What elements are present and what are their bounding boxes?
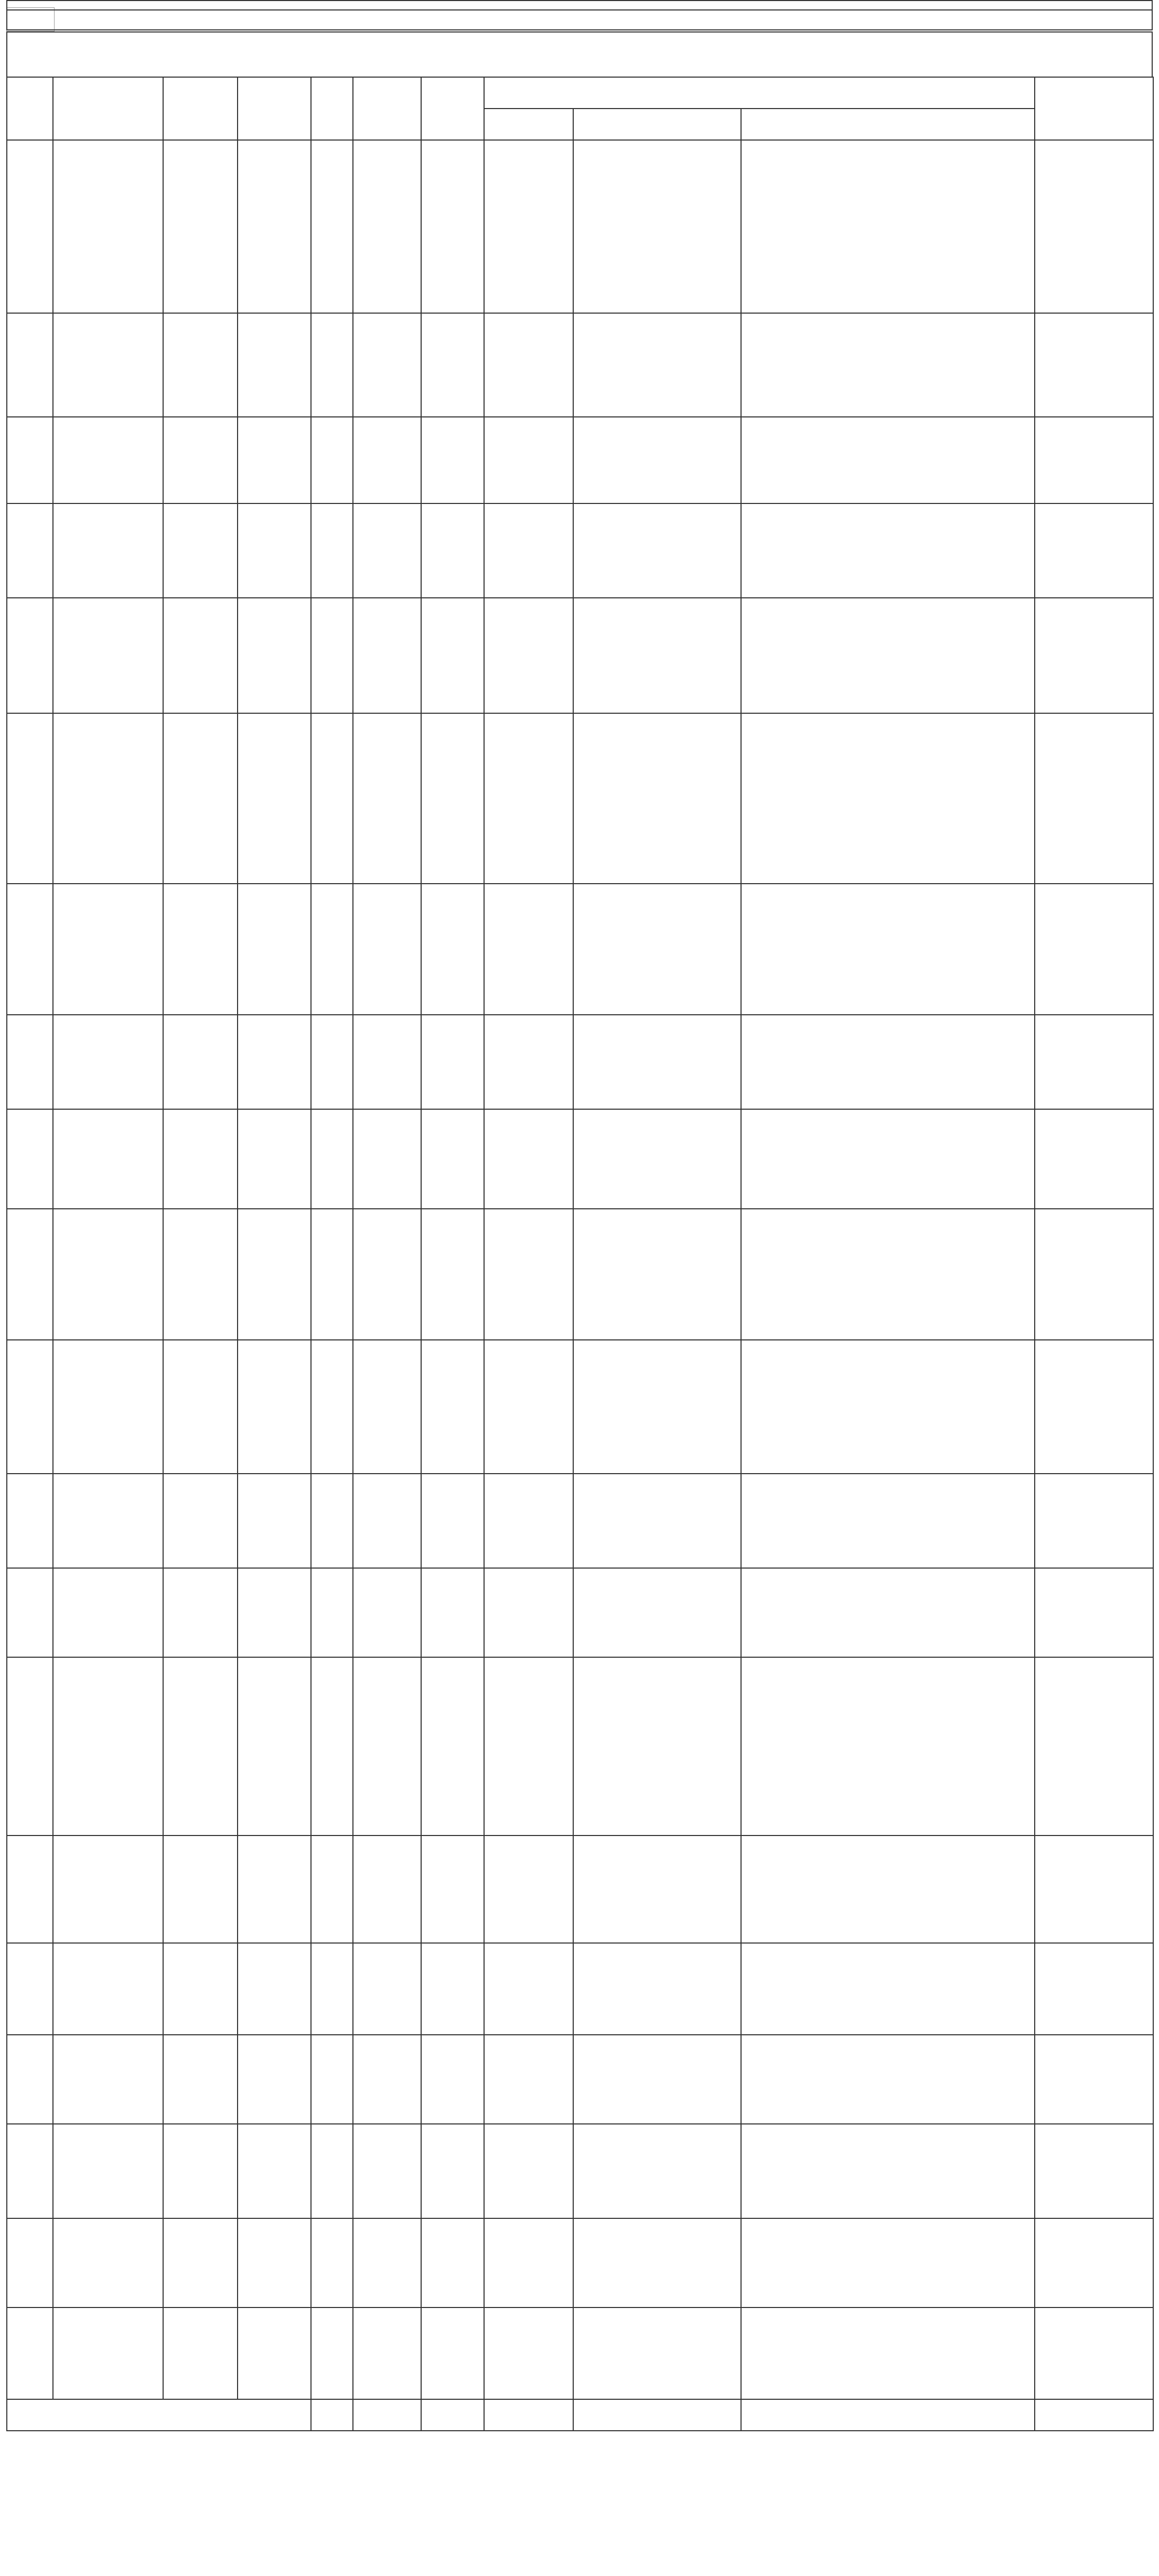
- cell-degree: [484, 2218, 573, 2307]
- cell-scope: [353, 2124, 421, 2218]
- cell-funding: [163, 1943, 238, 2035]
- cell-count: [311, 1568, 353, 1657]
- table-row: [7, 140, 1153, 313]
- cell-position: [238, 313, 311, 417]
- cell-degree: [484, 1943, 573, 2035]
- table-row: [7, 1568, 1153, 1657]
- cell-scope: [353, 1340, 421, 1474]
- table-row: [7, 1109, 1153, 1209]
- cell-position: [238, 2035, 311, 2124]
- cell-unit: [53, 1836, 163, 1943]
- cell-method: [421, 2218, 484, 2307]
- cell-funding: [163, 503, 238, 598]
- cell-remarks: [1035, 1209, 1153, 1340]
- cell-unit: [53, 503, 163, 598]
- cell-count: [311, 417, 353, 503]
- cell-remarks: [1035, 1568, 1153, 1657]
- cell-no: [7, 2035, 53, 2124]
- cell-degree: [484, 1109, 573, 1209]
- cell-major: [741, 417, 1035, 503]
- cell-funding: [163, 884, 238, 1015]
- cell-degree: [484, 503, 573, 598]
- cell-count: [311, 2307, 353, 2399]
- cell-degree: [484, 598, 573, 713]
- cell-degree: [484, 1015, 573, 1109]
- cell-scope: [353, 598, 421, 713]
- cell-degree: [484, 713, 573, 884]
- cell-count: [311, 1015, 353, 1109]
- cell-unit: [53, 1568, 163, 1657]
- cell-unit: [53, 1474, 163, 1568]
- cell-no: [7, 1657, 53, 1836]
- cell-remarks: [1035, 1943, 1153, 2035]
- cell-degree: [484, 884, 573, 1015]
- cell-method: [421, 503, 484, 598]
- header-funding: [163, 77, 238, 140]
- cell-position: [238, 417, 311, 503]
- cell-degree: [484, 417, 573, 503]
- cell-no: [7, 1836, 53, 1943]
- cell-method: [421, 2124, 484, 2218]
- cell-remarks: [1035, 884, 1153, 1015]
- header-unit: [53, 77, 163, 140]
- cell-major: [741, 1015, 1035, 1109]
- cell-discipline: [573, 1657, 741, 1836]
- cell-degree: [484, 313, 573, 417]
- cell-count: [311, 1474, 353, 1568]
- cell-scope: [353, 1209, 421, 1340]
- cell-count: [311, 1340, 353, 1474]
- table-row: [7, 1474, 1153, 1568]
- cell-position: [238, 140, 311, 313]
- cell-discipline: [573, 1209, 741, 1340]
- note-item: [7, 10, 1152, 17]
- cell-count: [311, 1209, 353, 1340]
- cell-discipline: [573, 1568, 741, 1657]
- cell-discipline: [573, 417, 741, 503]
- table-row: [7, 1943, 1153, 2035]
- cell-funding: [163, 2035, 238, 2124]
- cell-position: [238, 1015, 311, 1109]
- cell-scope: [353, 1836, 421, 1943]
- cell-scope: [353, 2218, 421, 2307]
- cell-remarks: [1035, 713, 1153, 884]
- header-degree: [484, 109, 573, 140]
- cell-unit: [53, 2124, 163, 2218]
- cell-unit: [53, 713, 163, 884]
- cell-unit: [53, 313, 163, 417]
- cell-discipline: [573, 598, 741, 713]
- cell-count: [311, 140, 353, 313]
- cell-remarks: [1035, 1340, 1153, 1474]
- cell-major: [741, 1943, 1035, 2035]
- cell-no: [7, 2307, 53, 2399]
- cell-funding: [163, 2218, 238, 2307]
- cell-major: [741, 1209, 1035, 1340]
- cell-funding: [163, 313, 238, 417]
- cell-major: [741, 2307, 1035, 2399]
- cell-scope: [353, 1568, 421, 1657]
- cell-discipline: [573, 140, 741, 313]
- cell-position: [238, 1943, 311, 2035]
- cell-position: [238, 1568, 311, 1657]
- cell-discipline: [573, 2124, 741, 2218]
- cell-degree: [484, 1568, 573, 1657]
- cell-unit: [53, 1109, 163, 1209]
- cell-discipline: [573, 2307, 741, 2399]
- cell-discipline: [573, 713, 741, 884]
- cell-unit: [53, 2307, 163, 2399]
- notes-section: [6, 0, 1153, 30]
- cell-scope: [353, 1015, 421, 1109]
- cell-position: [238, 1209, 311, 1340]
- table-row: [7, 1209, 1153, 1340]
- cell-unit: [53, 1209, 163, 1340]
- cell-unit: [53, 598, 163, 713]
- header-no: [7, 77, 53, 140]
- cell-position: [238, 2307, 311, 2399]
- table-row: [7, 713, 1153, 884]
- cell-no: [7, 1474, 53, 1568]
- cell-major: [741, 1836, 1035, 1943]
- cell-position: [238, 1474, 311, 1568]
- cell-degree: [484, 1340, 573, 1474]
- cell-remarks: [1035, 598, 1153, 713]
- cell-funding: [163, 1109, 238, 1209]
- table-row: [7, 2035, 1153, 2124]
- cell-unit: [53, 140, 163, 313]
- cell-major: [741, 1340, 1035, 1474]
- cell-major: [741, 1474, 1035, 1568]
- cell-discipline: [573, 313, 741, 417]
- cell-no: [7, 2124, 53, 2218]
- header-position: [238, 77, 311, 140]
- cell-scope: [353, 417, 421, 503]
- cell-position: [238, 2124, 311, 2218]
- cell-position: [238, 503, 311, 598]
- cell-degree: [484, 1836, 573, 1943]
- cell-no: [7, 1568, 53, 1657]
- cell-count: [311, 713, 353, 884]
- cell-method: [421, 1015, 484, 1109]
- table-row: [7, 598, 1153, 713]
- cell-major: [741, 140, 1035, 313]
- cell-unit: [53, 1943, 163, 2035]
- cell-position: [238, 598, 311, 713]
- cell-discipline: [573, 2035, 741, 2124]
- cell-funding: [163, 417, 238, 503]
- cell-major: [741, 2218, 1035, 2307]
- cell-degree: [484, 2124, 573, 2218]
- cell-method: [421, 1209, 484, 1340]
- cell-remarks: [1035, 417, 1153, 503]
- cell-unit: [53, 1657, 163, 1836]
- cell-funding: [163, 1568, 238, 1657]
- cell-funding: [163, 1015, 238, 1109]
- cell-count: [311, 1836, 353, 1943]
- cell-major: [741, 1109, 1035, 1209]
- cell-discipline: [573, 1340, 741, 1474]
- cell-major: [741, 503, 1035, 598]
- total-row: [7, 2399, 1153, 2431]
- cell-funding: [163, 1209, 238, 1340]
- cell-no: [7, 1015, 53, 1109]
- cell-remarks: [1035, 1836, 1153, 1943]
- cell-method: [421, 1836, 484, 1943]
- cell-no: [7, 140, 53, 313]
- cell-degree: [484, 140, 573, 313]
- cell-count: [311, 598, 353, 713]
- cell-degree: [484, 1209, 573, 1340]
- cell-no: [7, 1209, 53, 1340]
- cell-discipline: [573, 1109, 741, 1209]
- cell-scope: [353, 2307, 421, 2399]
- cell-method: [421, 417, 484, 503]
- note-item: [7, 17, 1152, 23]
- cell-major: [741, 1657, 1035, 1836]
- cell-funding: [163, 1836, 238, 1943]
- cell-discipline: [573, 884, 741, 1015]
- table-row: [7, 503, 1153, 598]
- cell-funding: [163, 1340, 238, 1474]
- cell-remarks: [1035, 313, 1153, 417]
- cell-major: [741, 598, 1035, 713]
- cell-degree: [484, 1657, 573, 1836]
- cell-position: [238, 884, 311, 1015]
- cell-discipline: [573, 1836, 741, 1943]
- header-scope: [353, 77, 421, 140]
- cell-no: [7, 1340, 53, 1474]
- cell-funding: [163, 140, 238, 313]
- cell-funding: [163, 713, 238, 884]
- cell-funding: [163, 1474, 238, 1568]
- cell-method: [421, 1340, 484, 1474]
- cell-method: [421, 313, 484, 417]
- table-row: [7, 2218, 1153, 2307]
- cell-remarks: [1035, 1474, 1153, 1568]
- cell-remarks: [1035, 140, 1153, 313]
- cell-major: [741, 884, 1035, 1015]
- cell-no: [7, 713, 53, 884]
- header-qualifications: [484, 77, 1035, 109]
- total-count: [311, 2399, 353, 2431]
- cell-remarks: [1035, 2035, 1153, 2124]
- cell-remarks: [1035, 2124, 1153, 2218]
- cell-no: [7, 417, 53, 503]
- cell-method: [421, 1657, 484, 1836]
- cell-no: [7, 1109, 53, 1209]
- cell-position: [238, 713, 311, 884]
- cell-remarks: [1035, 1109, 1153, 1209]
- cell-degree: [484, 1474, 573, 1568]
- cell-degree: [484, 2035, 573, 2124]
- header-count: [311, 77, 353, 140]
- total-label: [7, 2399, 311, 2431]
- cell-major: [741, 1568, 1035, 1657]
- cell-funding: [163, 2307, 238, 2399]
- cell-count: [311, 2124, 353, 2218]
- note-item: [7, 23, 1152, 29]
- cell-major: [741, 713, 1035, 884]
- cell-funding: [163, 1657, 238, 1836]
- cell-no: [7, 598, 53, 713]
- cell-scope: [353, 2035, 421, 2124]
- cell-scope: [353, 1474, 421, 1568]
- cell-position: [238, 2218, 311, 2307]
- table-row: [7, 1340, 1153, 1474]
- header-remarks: [1035, 77, 1153, 140]
- cell-major: [741, 2035, 1035, 2124]
- notes-label: [7, 1, 1152, 9]
- cell-position: [238, 1109, 311, 1209]
- cell-funding: [163, 2124, 238, 2218]
- table-row: [7, 1015, 1153, 1109]
- cell-position: [238, 1340, 311, 1474]
- cell-remarks: [1035, 1015, 1153, 1109]
- table-row: [7, 1836, 1153, 1943]
- cell-method: [421, 140, 484, 313]
- cell-discipline: [573, 1474, 741, 1568]
- cell-funding: [163, 598, 238, 713]
- cell-scope: [353, 1943, 421, 2035]
- cell-scope: [353, 140, 421, 313]
- cell-method: [421, 1568, 484, 1657]
- table-row: [7, 2124, 1153, 2218]
- cell-position: [238, 1836, 311, 1943]
- cell-count: [311, 1109, 353, 1209]
- cell-discipline: [573, 503, 741, 598]
- cell-no: [7, 2218, 53, 2307]
- table-row: [7, 884, 1153, 1015]
- header-discipline: [573, 109, 741, 140]
- cell-major: [741, 2124, 1035, 2218]
- cell-unit: [53, 1015, 163, 1109]
- cell-method: [421, 884, 484, 1015]
- cell-no: [7, 503, 53, 598]
- cell-remarks: [1035, 2218, 1153, 2307]
- table-row: [7, 1657, 1153, 1836]
- cell-scope: [353, 1657, 421, 1836]
- cell-remarks: [1035, 503, 1153, 598]
- cell-remarks: [1035, 1657, 1153, 1836]
- cell-discipline: [573, 2218, 741, 2307]
- cell-scope: [353, 313, 421, 417]
- cell-no: [7, 313, 53, 417]
- cell-count: [311, 313, 353, 417]
- cell-scope: [353, 503, 421, 598]
- cell-unit: [53, 1340, 163, 1474]
- cell-no: [7, 884, 53, 1015]
- cell-no: [7, 1943, 53, 2035]
- cell-scope: [353, 1109, 421, 1209]
- cell-method: [421, 2307, 484, 2399]
- cell-method: [421, 1474, 484, 1568]
- table-row: [7, 313, 1153, 417]
- cell-count: [311, 1657, 353, 1836]
- page-title: [6, 31, 1153, 78]
- cell-degree: [484, 2307, 573, 2399]
- cell-major: [741, 313, 1035, 417]
- cell-count: [311, 2035, 353, 2124]
- cell-discipline: [573, 1015, 741, 1109]
- header-major: [741, 109, 1035, 140]
- cell-scope: [353, 884, 421, 1015]
- cell-method: [421, 2035, 484, 2124]
- cell-unit: [53, 2218, 163, 2307]
- header-method: [421, 77, 484, 140]
- cell-discipline: [573, 1943, 741, 2035]
- cell-unit: [53, 417, 163, 503]
- cell-count: [311, 884, 353, 1015]
- cell-scope: [353, 713, 421, 884]
- cell-count: [311, 503, 353, 598]
- recruitment-table: [6, 77, 1154, 2431]
- table-row: [7, 417, 1153, 503]
- cell-remarks: [1035, 2307, 1153, 2399]
- cell-method: [421, 1109, 484, 1209]
- cell-count: [311, 2218, 353, 2307]
- cell-method: [421, 598, 484, 713]
- cell-position: [238, 1657, 311, 1836]
- cell-unit: [53, 2035, 163, 2124]
- table-row: [7, 2307, 1153, 2399]
- cell-method: [421, 713, 484, 884]
- cell-count: [311, 1943, 353, 2035]
- cell-method: [421, 1943, 484, 2035]
- cell-unit: [53, 884, 163, 1015]
